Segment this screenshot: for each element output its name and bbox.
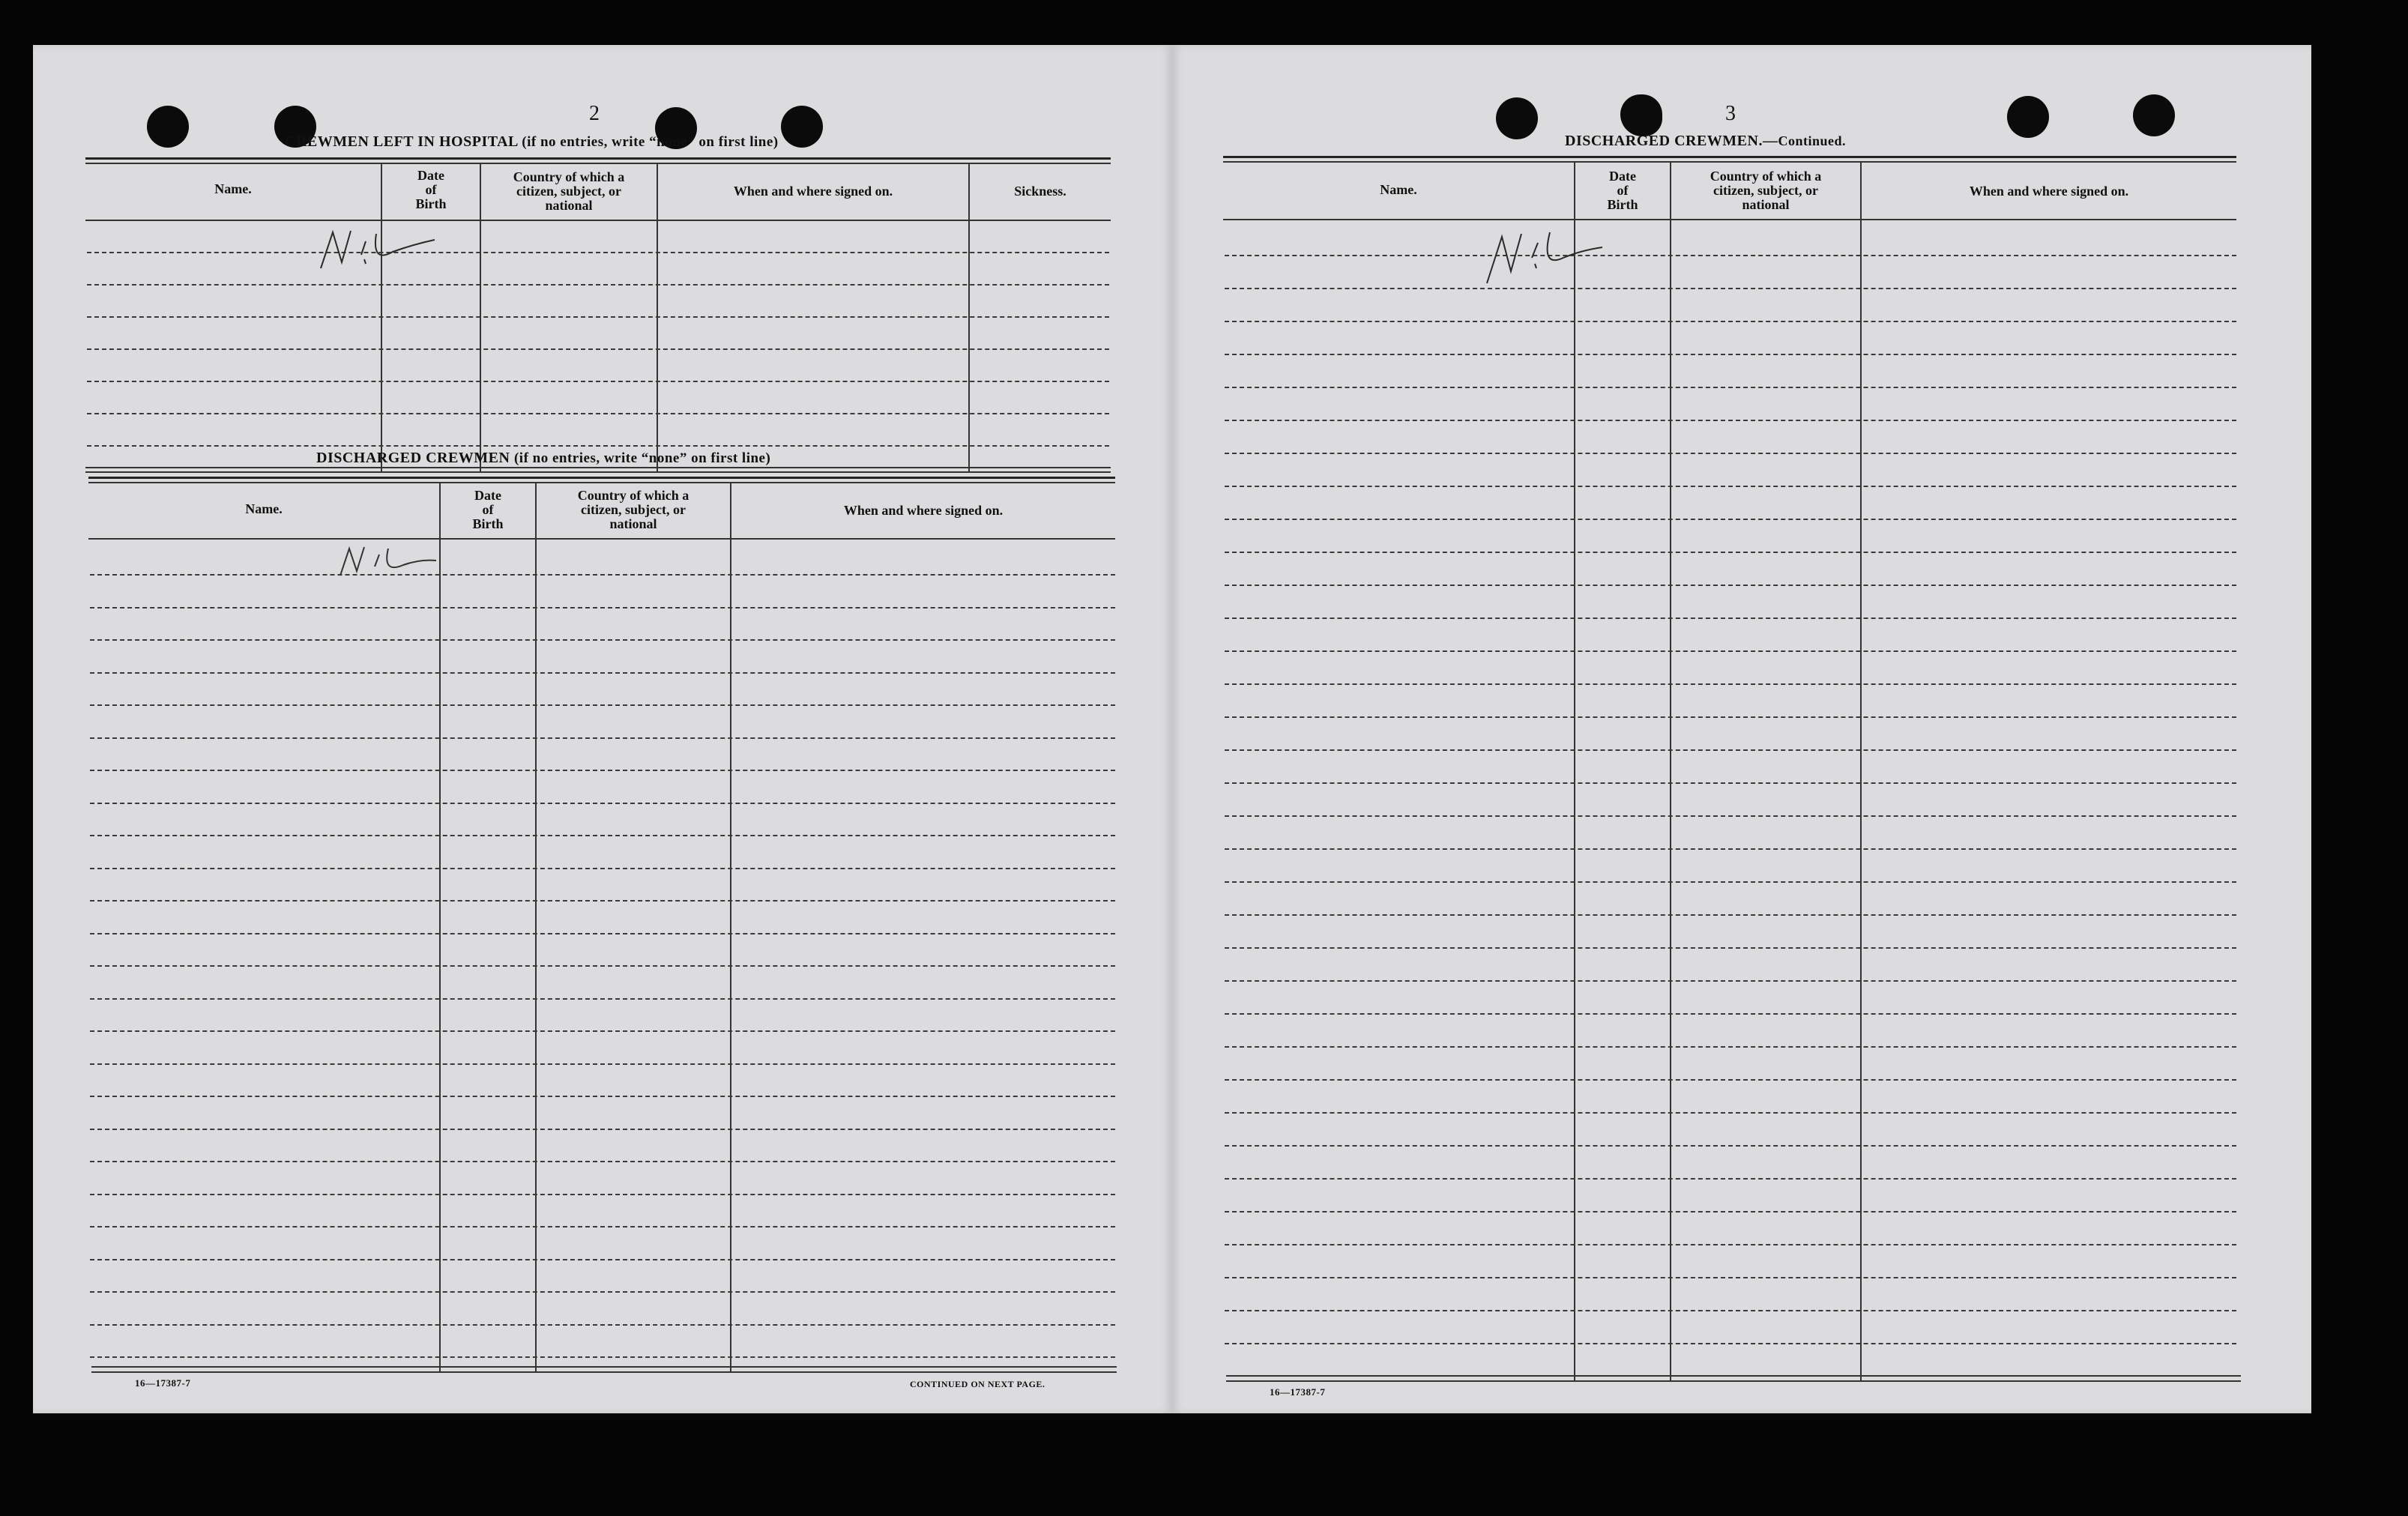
column-header-date-of-birth: Date of Birth (472, 488, 504, 531)
entry-line (1225, 1211, 2236, 1213)
header-bottom-rule (1223, 219, 2236, 220)
column-header-country: Country of which a citizen, subject, or national (513, 169, 625, 213)
entry-line (90, 1226, 1115, 1227)
entry-line (90, 868, 1115, 869)
column-header-signed-on: When and where signed on. (733, 184, 893, 199)
entry-line (87, 348, 1109, 350)
entry-line (1225, 848, 2236, 850)
entry-line (1225, 1013, 2236, 1015)
entry-line (87, 413, 1109, 414)
entry-line (90, 1356, 1115, 1358)
table-top-rule (1223, 156, 2236, 158)
entry-line (90, 770, 1115, 771)
column-header-date-of-birth: Date of Birth (415, 168, 447, 211)
entry-line (87, 252, 1109, 253)
table-top-rule (1223, 161, 2236, 163)
table-bottom-rule (91, 1371, 1117, 1373)
punch-hole (2007, 96, 2049, 138)
entry-line (90, 900, 1115, 902)
column-divider (1574, 161, 1575, 1381)
entry-line (90, 574, 1115, 576)
entry-line (1225, 453, 2236, 454)
entry-line (1225, 716, 2236, 718)
entry-line (1225, 321, 2236, 322)
entry-line (90, 998, 1115, 1000)
entry-line (87, 284, 1109, 286)
column-header-sickness: Sickness. (1014, 184, 1066, 199)
column-header-name: Name. (1380, 182, 1417, 197)
entry-line (90, 607, 1115, 608)
entry-line (1225, 354, 2236, 355)
left-page (33, 45, 1172, 1413)
column-divider (1670, 161, 1671, 1381)
entry-line (1225, 1178, 2236, 1180)
entry-line (1225, 815, 2236, 817)
entry-line (90, 965, 1115, 967)
entry-line (87, 381, 1109, 382)
punch-hole (147, 106, 189, 148)
table-top-rule (85, 157, 1111, 160)
form-number: 16—17387-7 (1270, 1386, 1326, 1398)
column-header-name: Name. (214, 181, 252, 196)
handwritten-nil (288, 225, 445, 277)
hospital-title-text: CREWMEN LEFT IN HOSPITAL (285, 133, 518, 150)
header-bottom-rule (88, 538, 1115, 540)
column-divider (535, 482, 537, 1372)
hospital-section-title (285, 133, 779, 151)
handwritten-nil (310, 538, 460, 583)
continued-note: CONTINUED ON NEXT PAGE. (910, 1379, 1045, 1389)
punch-hole (2133, 94, 2175, 136)
entry-line (1225, 519, 2236, 520)
header-bottom-rule (85, 220, 1111, 221)
entry-line (90, 1063, 1115, 1065)
entry-line (1225, 1145, 2236, 1147)
entry-line (1225, 650, 2236, 652)
entry-line (1225, 1277, 2236, 1278)
discharged-title-text: DISCHARGED CREWMEN (316, 450, 510, 466)
form-number: 16—17387-7 (135, 1377, 191, 1389)
column-header-signed-on: When and where signed on. (843, 503, 1004, 518)
table-bottom-rule (1226, 1380, 2241, 1382)
entry-line (90, 672, 1115, 674)
entry-line (1225, 749, 2236, 751)
entry-line (90, 835, 1115, 836)
discharged-continued-title (1565, 133, 1846, 150)
punch-hole (1496, 97, 1538, 139)
column-divider (1860, 161, 1862, 1381)
entry-line (1225, 1310, 2236, 1311)
entry-line (1225, 1244, 2236, 1245)
entry-line (1225, 1343, 2236, 1344)
entry-line (1225, 980, 2236, 982)
entry-line (1225, 1079, 2236, 1081)
table-bottom-rule (85, 471, 1111, 473)
table-top-rule (88, 477, 1115, 479)
entry-line (90, 1129, 1115, 1130)
entry-line (1225, 585, 2236, 586)
entry-line (1225, 486, 2236, 487)
continued-suffix: Continued. (1778, 133, 1846, 148)
entry-line (90, 1259, 1115, 1260)
column-header-country: Country of which a citizen, subject, or national (1710, 169, 1822, 212)
column-header-signed-on: When and where signed on. (1969, 184, 2129, 199)
entry-line (90, 1030, 1115, 1032)
table-bottom-rule (85, 467, 1111, 468)
entry-line (1225, 1112, 2236, 1114)
punch-hole (781, 106, 823, 148)
column-header-name: Name. (245, 501, 283, 516)
table-top-rule (85, 163, 1111, 164)
entry-line (1225, 420, 2236, 421)
entry-line (90, 803, 1115, 804)
discharged-title-text: DISCHARGED CREWMEN.— (1565, 133, 1778, 149)
column-divider (439, 482, 441, 1372)
entry-line (1225, 683, 2236, 685)
punch-hole (1620, 94, 1662, 136)
entry-line (1225, 288, 2236, 289)
entry-line (1225, 387, 2236, 388)
entry-line (90, 639, 1115, 641)
entry-line (1225, 552, 2236, 553)
entry-line (90, 933, 1115, 934)
right-page (1172, 45, 2311, 1413)
page-number: 3 (1725, 102, 1736, 125)
entry-line (1225, 914, 2236, 916)
entry-line (1225, 947, 2236, 949)
entry-line (87, 445, 1109, 447)
table-top-rule (88, 482, 1115, 483)
hospital-instruction: (if no entries, write “none” on first line) (522, 134, 779, 150)
entry-line (90, 737, 1115, 739)
entry-line (1225, 881, 2236, 883)
discharged-instruction: (if no entries, write “none” on first line) (513, 450, 771, 466)
entry-line (90, 1194, 1115, 1195)
page-number: 2 (589, 102, 600, 125)
entry-line (90, 1096, 1115, 1097)
entry-line (90, 704, 1115, 706)
entry-line (1225, 255, 2236, 256)
table-bottom-rule (1226, 1375, 2241, 1377)
handwritten-nil (1457, 222, 1607, 289)
table-bottom-rule (91, 1366, 1117, 1368)
discharged-title-line (316, 450, 770, 467)
entry-line (90, 1324, 1115, 1326)
entry-line (90, 1291, 1115, 1293)
entry-line (87, 316, 1109, 318)
entry-line (90, 1161, 1115, 1162)
column-header-date-of-birth: Date of Birth (1607, 169, 1638, 212)
entry-line (1225, 617, 2236, 619)
column-divider (730, 482, 731, 1372)
entry-line (1225, 1046, 2236, 1048)
column-header-country: Country of which a citizen, subject, or national (577, 488, 689, 531)
entry-line (1225, 782, 2236, 784)
